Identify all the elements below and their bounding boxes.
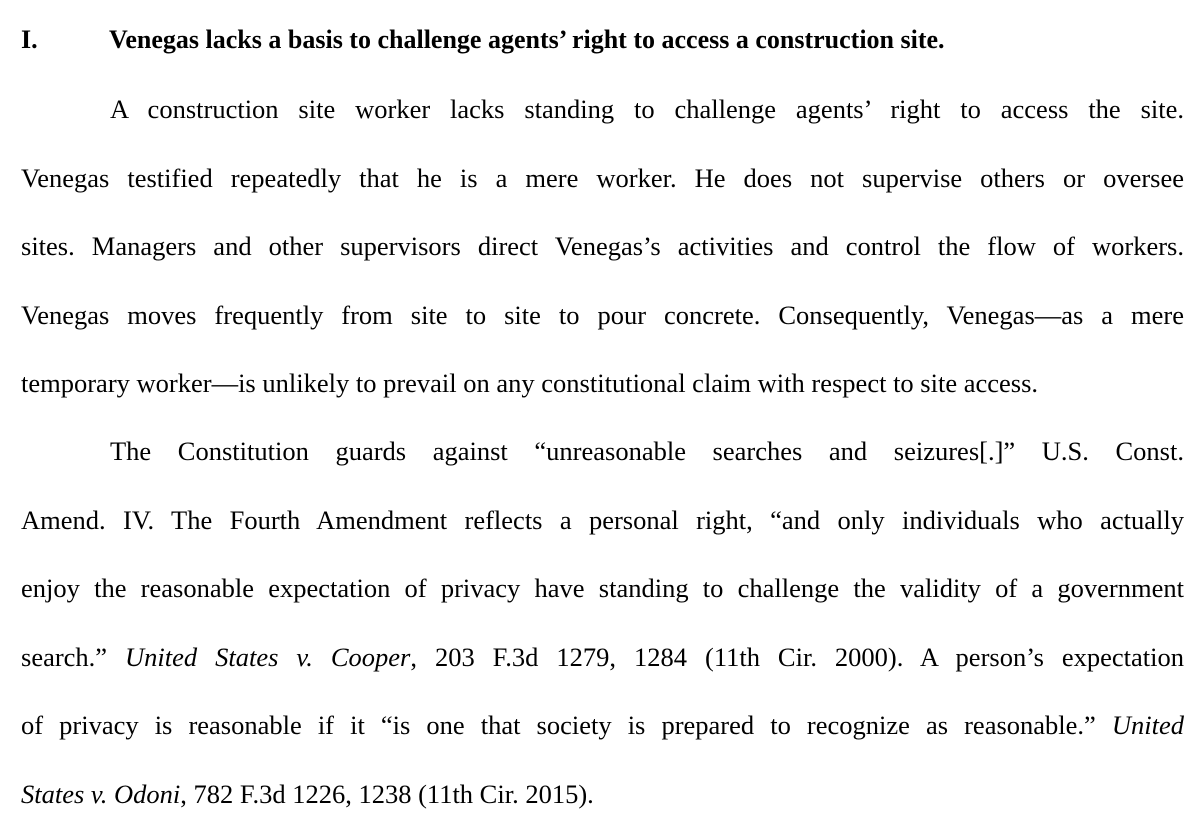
paragraph-line: search.” United States v. Cooper, 203 F.3d 1279, 1284 (11th Cir. 2000). A person’s expectation bbox=[21, 641, 1184, 672]
case-citation: United States v. Cooper bbox=[125, 641, 411, 672]
paragraph-line: Amend. IV. The Fourth Amendment reflects a personal right, “and only individuals who actually bbox=[21, 504, 1184, 535]
paragraph-line: of privacy is reasonable if it “is one that society is prepared to recognize as reasonable.” United bbox=[21, 710, 1184, 740]
paragraph-fourth-amendment bbox=[21, 417, 1184, 828]
section-number: I. bbox=[21, 25, 38, 54]
paragraph-standing bbox=[21, 75, 1184, 418]
section-heading bbox=[21, 22, 1184, 58]
paragraph-line: Venegas testified repeatedly that he is a mere worker. He does not supervise others or oversee bbox=[21, 162, 1184, 193]
case-citation: United bbox=[1111, 710, 1184, 740]
paragraph-line: temporary worker—is unlikely to prevail on any constitutional claim with respect to site access. bbox=[21, 368, 1039, 398]
case-citation: States v. Odoni bbox=[21, 778, 181, 809]
paragraph-line: States v. Odoni, 782 F.3d 1226, 1238 (11th Cir. 2015). bbox=[21, 778, 594, 809]
paragraph-line: The Constitution guards against “unreasonable searches and seizures[.]” U.S. Const. bbox=[110, 436, 1184, 466]
paragraph-line: A construction site worker lacks standing to challenge agents’ right to access the site. bbox=[110, 94, 1184, 124]
paragraph-line: sites. Managers and other supervisors direct Venegas’s activities and control the flow of workers. bbox=[21, 231, 1184, 261]
paragraph-line: enjoy the reasonable expectation of privacy have standing to challenge the validity of a government bbox=[21, 573, 1184, 603]
section-title: Venegas lacks a basis to challenge agents’ right to access a construction site. bbox=[109, 25, 945, 54]
paragraph-line: Venegas moves frequently from site to site to pour concrete. Consequently, Venegas—as a mere bbox=[21, 299, 1184, 330]
